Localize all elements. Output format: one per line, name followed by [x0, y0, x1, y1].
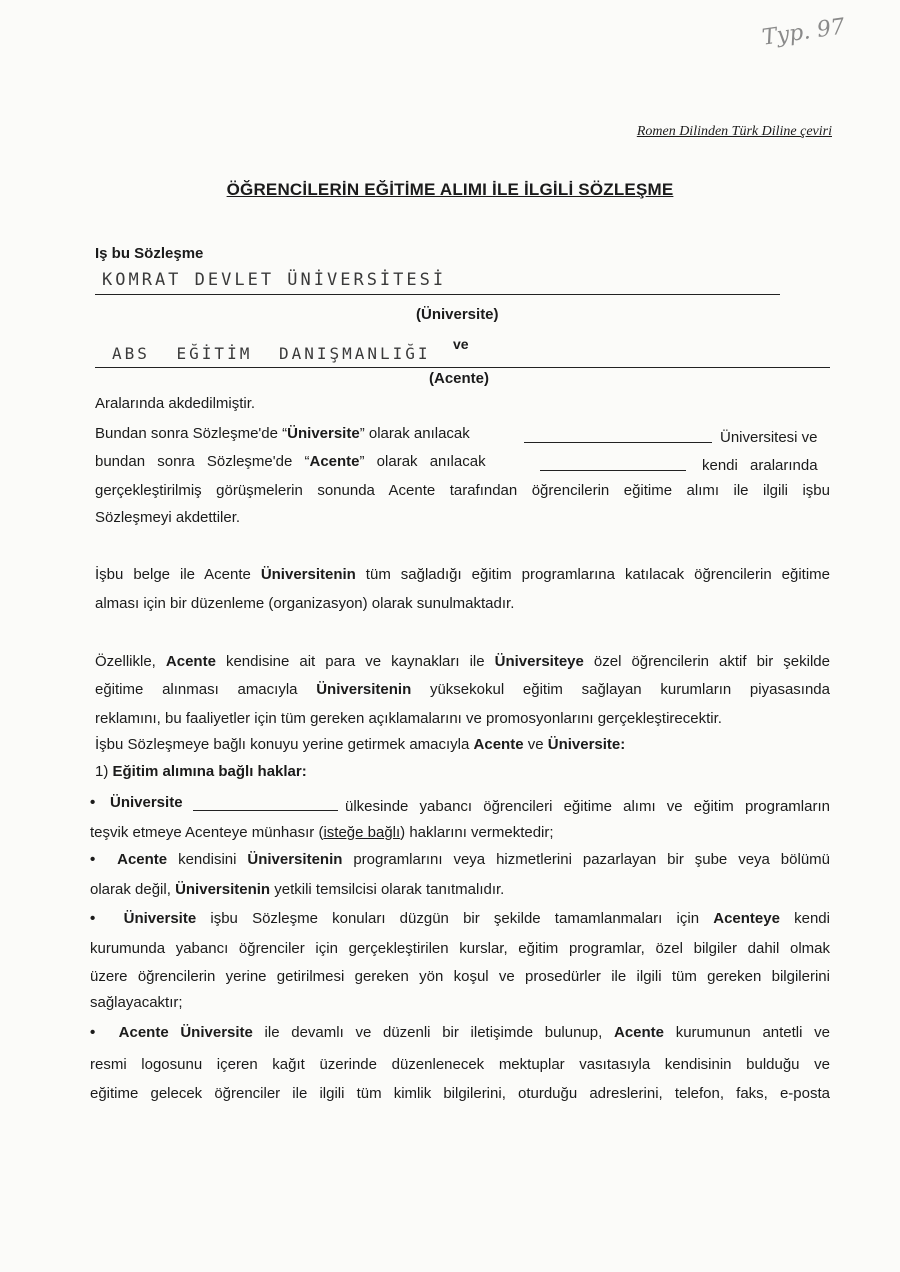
- bullet4-line1: • Acente Üniversite ile devamlı ve düzenli bir iletişimde bulunup, Acente kurumunun antetli ve: [90, 1024, 830, 1041]
- document-title: ÖĞRENCİLERİN EĞİTİME ALIMI İLE İLGİLİ SÖZLEŞME: [226, 180, 674, 199]
- bullet1-line1: ülkesinde yabancı öğrencileri eğitime alımı ve eğitim programların: [345, 798, 830, 815]
- bullet3-line3: üzere öğrencilerin yerine getirilmesi gereken yön koşul ve prosedürler ile ilgili tüm gereken bilgilerini: [90, 968, 830, 985]
- para3-line1: Özellikle, Acente kendisine ait para ve kaynakları ile Üniversiteye özel öğrencilerin aktif bir şekilde: [95, 653, 830, 670]
- translation-note: Romen Dilinden Türk Diline çeviri: [636, 124, 832, 139]
- intro-heading: Iş bu Sözleşme: [95, 245, 204, 262]
- para1-blank2: [540, 470, 686, 471]
- bullet1-line2: teşvik etmeye Acenteye münhasır (isteğe bağlı) haklarını vermektedir;: [90, 824, 554, 841]
- para3-line2: eğitime alınması amacıyla Üniversitenin yüksekokul eğitim sağlayan kurumların piyasasında: [95, 681, 830, 698]
- university-label: (Üniversite): [416, 306, 499, 323]
- para1-line1-end: Üniversitesi ve: [720, 429, 818, 446]
- bullet4-line2: resmi logosunu içeren kağıt üzerinde düzenlenecek mektuplar vasıtasıyla kendisinin bulduğu ve: [90, 1056, 830, 1073]
- para3-line4: İşbu Sözleşmeye bağlı konuyu yerine getirmek amacıyla Acente ve Üniversite:: [95, 736, 626, 753]
- para1-line1: Bundan sonra Sözleşme'de “Üniversite” olarak anılacak: [95, 425, 470, 442]
- para1-line2: bundan sonra Sözleşme'de “Acente” olarak anılacak: [95, 453, 486, 470]
- bullet1-blank: [193, 810, 338, 811]
- bullet3-line4: sağlayacaktır;: [90, 994, 183, 1011]
- para1-line3: gerçekleştirilmiş görüşmelerin sonunda Acente tarafından öğrencilerin eğitime alımı ile ilgili işbu: [95, 482, 830, 499]
- bullet1-subject: Üniversite: [110, 794, 183, 811]
- section1-heading: 1) Eğitim alımına bağlı haklar:: [95, 763, 307, 780]
- bullet3-line1: • Üniversite işbu Sözleşme konuları düzgün bir şekilde tamamlanmaları için Acenteye kendi: [90, 910, 830, 927]
- bullet2-line2: olarak değil, Üniversitenin yetkili temsilcisi olarak tanıtmalıdır.: [90, 881, 505, 898]
- para1-line4: Sözleşmeyi akdettiler.: [95, 509, 241, 526]
- agency-handwritten: ABS EĞİTİM DANIŞMANLIĞI: [112, 344, 431, 363]
- ve-label: ve: [453, 336, 469, 352]
- para2-line1: İşbu belge ile Acente Üniversitenin tüm sağladığı eğitim programlarına katılacak öğrencilerin eğitime: [95, 566, 830, 583]
- para1-blank1: [524, 442, 712, 443]
- bullet4-line3: eğitime gelecek öğrenciler ile ilgili tüm kimlik bilgilerini, oturduğu adreslerini, telefon, faks, e-posta: [90, 1085, 830, 1102]
- university-line: [95, 294, 780, 295]
- bullet1-marker: •: [90, 794, 96, 811]
- university-handwritten: KOMRAT DEVLET ÜNİVERSİTESİ: [102, 270, 447, 290]
- para3-line3: reklamını, bu faaliyetler için tüm gereken açıklamalarını ve promosyonlarını gerçekleştirecektir.: [95, 710, 722, 727]
- para1-line2-end: kendi aralarında: [702, 457, 818, 474]
- para2-line2: alması için bir düzenleme (organizasyon) olarak sunulmaktadır.: [95, 595, 515, 612]
- handwritten-corner-note: Typ. 97: [760, 14, 847, 51]
- concluded-text: Aralarında akdedilmiştir.: [95, 395, 256, 412]
- agency-label: (Acente): [429, 370, 490, 387]
- agency-line: [95, 367, 830, 368]
- bullet2-line1: • Acente kendisini Üniversitenin programlarını veya hizmetlerini pazarlayan bir şube veya bölümü: [90, 851, 831, 868]
- bullet3-line2: kurumunda yabancı öğrenciler için gerçekleştirilen kurslar, eğitim programlar, özel bilgiler dahil olmak: [90, 940, 830, 957]
